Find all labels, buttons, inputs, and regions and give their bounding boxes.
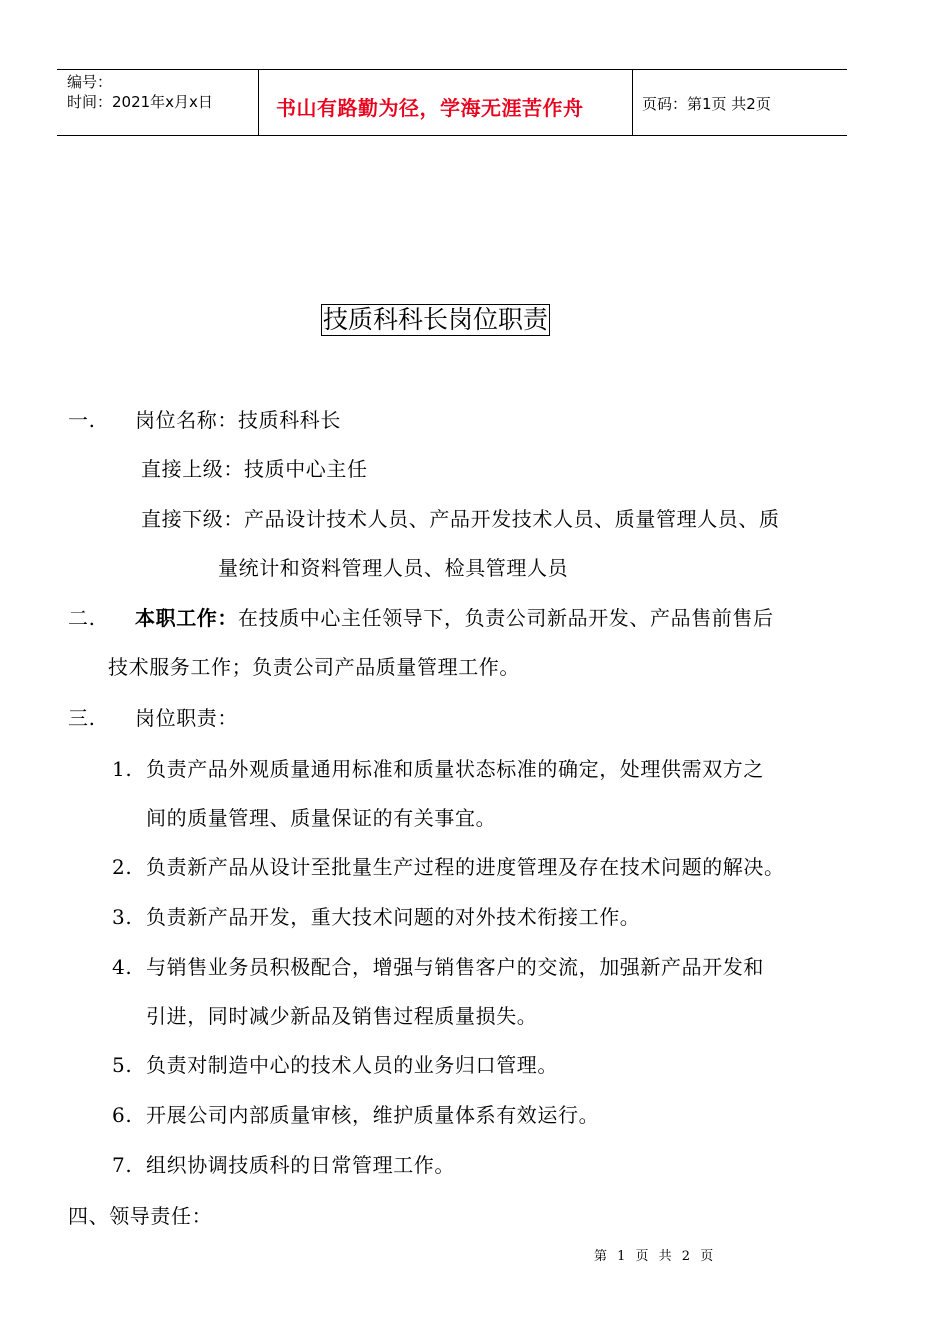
header-divider-left bbox=[258, 69, 259, 135]
duty-item-2-number: 2. bbox=[112, 855, 133, 879]
section1-superior: 直接上级：技质中心主任 bbox=[141, 457, 368, 481]
duty-item-1-number: 1. bbox=[112, 757, 133, 781]
duty-item-6-line1: 开展公司内部质量审核，维护质量体系有效运行。 bbox=[146, 1103, 600, 1127]
section4-heading: 四、领导责任： bbox=[68, 1204, 213, 1228]
duty-item-1-line1: 负责产品外观质量通用标准和质量状态标准的确定，处理供需双方之 bbox=[146, 757, 764, 781]
header-bottom-border bbox=[57, 135, 847, 136]
section2-line1 bbox=[135, 605, 774, 631]
document-title: 技质科科长岗位职责 bbox=[323, 305, 549, 334]
duty-item-5-number: 5. bbox=[112, 1053, 133, 1077]
duty-item-2-line1: 负责新产品从设计至批量生产过程的进度管理及存在技术问题的解决。 bbox=[146, 855, 785, 879]
header-top-border bbox=[57, 69, 847, 70]
duty-item-4-line2: 引进，同时减少新品及销售过程质量损失。 bbox=[146, 1004, 538, 1028]
section2-line2: 技术服务工作；负责公司产品质量管理工作。 bbox=[108, 655, 520, 679]
duty-item-3-line1: 负责新产品开发，重大技术问题的对外技术衔接工作。 bbox=[146, 905, 641, 929]
duty-item-4-line1: 与销售业务员积极配合，增强与销售客户的交流，加强新产品开发和 bbox=[146, 955, 764, 979]
section2-label: 本职工作： bbox=[135, 606, 238, 630]
duty-item-7-line1: 组织协调技质科的日常管理工作。 bbox=[146, 1153, 455, 1177]
header-page-label: 页码：第1页 共2页 bbox=[642, 95, 771, 113]
footer-page-number: 第 1 页 共 2 页 bbox=[594, 1249, 717, 1264]
section3-marker: 三. bbox=[68, 706, 96, 730]
section3-heading: 岗位职责： bbox=[135, 706, 238, 730]
section1-position-name: 岗位名称：技质科科长 bbox=[135, 408, 341, 432]
header-motto: 书山有路勤为径，学海无涯苦作舟 bbox=[276, 96, 584, 120]
section1-subordinates-line1: 直接下级：产品设计技术人员、产品开发技术人员、质量管理人员、质 bbox=[141, 507, 780, 531]
duty-item-4-number: 4. bbox=[112, 955, 133, 979]
duty-item-5-line1: 负责对制造中心的技术人员的业务归口管理。 bbox=[146, 1053, 558, 1077]
duty-item-7-number: 7. bbox=[112, 1153, 133, 1177]
section2-line1-text: 在技质中心主任领导下，负责公司新品开发、产品售前售后 bbox=[238, 606, 774, 630]
section2-marker: 二. bbox=[68, 606, 96, 630]
duty-item-1-line2: 间的质量管理、质量保证的有关事宜。 bbox=[146, 806, 497, 830]
section1-subordinates-line2: 量统计和资料管理人员、检具管理人员 bbox=[218, 556, 569, 580]
header-divider-right bbox=[632, 69, 633, 135]
section1-marker: 一. bbox=[68, 408, 96, 432]
header-time-label: 时间：2021年x月x日 bbox=[67, 93, 213, 111]
duty-item-6-number: 6. bbox=[112, 1103, 133, 1127]
header-number-label: 编号： bbox=[67, 73, 113, 91]
duty-item-3-number: 3. bbox=[112, 905, 133, 929]
